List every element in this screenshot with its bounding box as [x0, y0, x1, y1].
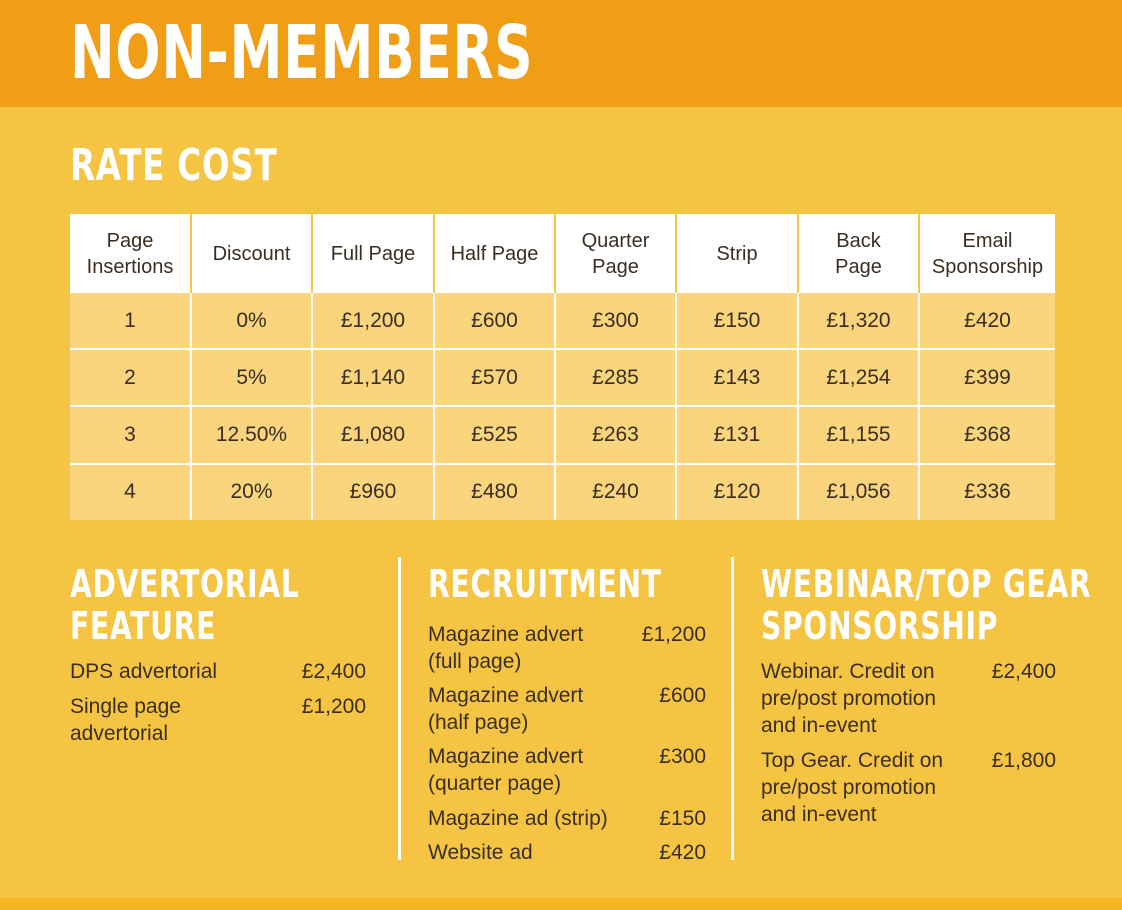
table-cell: £368 — [919, 406, 1055, 463]
table-cell: £960 — [312, 464, 434, 520]
column-header: Email Sponsorship — [919, 214, 1055, 293]
advertorial-title: ADVERTORIAL — [70, 562, 300, 606]
webinar-item-price: £1,800 — [991, 749, 1056, 772]
table-cell: £131 — [676, 406, 798, 463]
table-cell: £1,080 — [312, 406, 434, 463]
webinar-item-label: Top Gear. Credit on pre/post promotion and in-event — [761, 749, 944, 826]
recruitment-item-price: £300 — [659, 745, 706, 768]
table-row — [70, 349, 1055, 406]
table-cell: £1,140 — [312, 349, 434, 406]
recruitment-item-price: £420 — [659, 841, 706, 864]
table-cell: £240 — [555, 464, 676, 520]
table-cell: £263 — [555, 406, 676, 463]
webinar-item-label: Webinar. Credit on pre/post promotion and in-event — [761, 660, 937, 737]
recruitment-item-label: Magazine advert (half page) — [428, 684, 584, 734]
column-header: Discount — [191, 214, 312, 293]
recruitment-item-label: Magazine advert (quarter page) — [428, 745, 584, 795]
recruitment-item-price: £1,200 — [641, 623, 706, 646]
table-cell: £570 — [434, 349, 555, 406]
table-cell: 3 — [70, 406, 191, 463]
rate-cost-title: RATE COST — [70, 140, 278, 191]
table-cell: £143 — [676, 349, 798, 406]
table-header-row — [70, 214, 1055, 293]
table-row — [70, 293, 1055, 349]
table-cell: £336 — [919, 464, 1055, 520]
page-title: NON-MEMBERS — [70, 10, 534, 96]
advertorial-title-line2: FEATURE — [70, 604, 217, 648]
table-cell: £285 — [555, 349, 676, 406]
table-cell: 4 — [70, 464, 191, 520]
table-cell: 12.50% — [191, 406, 312, 463]
table-cell: £1,155 — [798, 406, 919, 463]
recruitment-item-label: Magazine ad (strip) — [428, 807, 608, 830]
table-cell: £300 — [555, 293, 676, 349]
header-band — [0, 0, 1122, 107]
rate-table — [70, 214, 1055, 520]
table-cell: 1 — [70, 293, 191, 349]
column-header: Back Page — [798, 214, 919, 293]
table-cell: 20% — [191, 464, 312, 520]
column-header: Full Page — [312, 214, 434, 293]
table-cell: £399 — [919, 349, 1055, 406]
table-cell: £150 — [676, 293, 798, 349]
column-header: Half Page — [434, 214, 555, 293]
table-cell: £1,200 — [312, 293, 434, 349]
table-cell: 0% — [191, 293, 312, 349]
webinar-title: WEBINAR/TOP GEAR — [761, 562, 1092, 606]
column-header: Quarter Page — [555, 214, 676, 293]
column-header: Strip — [676, 214, 798, 293]
table-cell: 2 — [70, 349, 191, 406]
recruitment-title: RECRUITMENT — [428, 562, 662, 606]
recruitment-item-label: Magazine advert (full page) — [428, 623, 584, 673]
webinar-title-line2: SPONSORSHIP — [761, 604, 999, 648]
column-header: Page Insertions — [70, 214, 191, 293]
column-divider — [731, 557, 734, 860]
table-cell: £120 — [676, 464, 798, 520]
advertorial-item-label: DPS advertorial — [70, 660, 218, 683]
column-divider — [398, 557, 401, 860]
advertorial-item-price: £1,200 — [301, 695, 366, 718]
recruitment-item-price: £600 — [659, 684, 706, 707]
recruitment-item-price: £150 — [659, 807, 706, 830]
bottom-band — [0, 898, 1122, 910]
table-cell: £480 — [434, 464, 555, 520]
advertorial-item-label: Single page advertorial — [70, 695, 181, 745]
table-cell: £420 — [919, 293, 1055, 349]
table-row — [70, 464, 1055, 520]
table-cell: £1,254 — [798, 349, 919, 406]
recruitment-item-label: Website ad — [428, 841, 533, 864]
table-row — [70, 406, 1055, 463]
table-cell: 5% — [191, 349, 312, 406]
webinar-item-price: £2,400 — [991, 660, 1056, 683]
table-cell: £600 — [434, 293, 555, 349]
table-cell: £525 — [434, 406, 555, 463]
advertorial-item-price: £2,400 — [301, 660, 366, 683]
table-cell: £1,320 — [798, 293, 919, 349]
table-cell: £1,056 — [798, 464, 919, 520]
